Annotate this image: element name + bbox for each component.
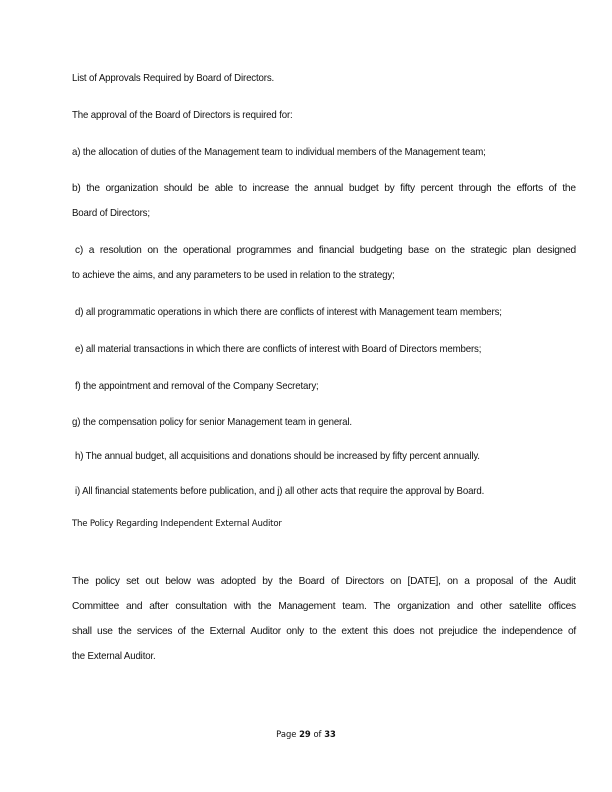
- word: should: [163, 183, 193, 194]
- list-item-b-line-1: [72, 182, 576, 195]
- list-item-h: h) The annual budget, all acquisitions and donations should be increased by fifty percent annually.: [75, 451, 480, 462]
- word: on: [447, 576, 458, 587]
- word: consultation: [175, 601, 227, 612]
- word: Directors: [345, 576, 384, 587]
- word: strategic: [470, 245, 507, 256]
- word: offices: [548, 601, 576, 612]
- word: the: [257, 601, 272, 612]
- word: increase: [252, 183, 290, 194]
- page-footer: [0, 729, 612, 739]
- word: base: [407, 245, 430, 256]
- word: [DATE],: [407, 576, 441, 587]
- word: Management: [278, 601, 336, 612]
- word: the: [118, 626, 132, 637]
- of-label: of: [313, 729, 322, 739]
- word: use: [97, 626, 113, 637]
- page-label: Page: [276, 729, 297, 739]
- word: prejudice: [438, 626, 478, 637]
- word: the: [322, 626, 337, 637]
- word: budgeting: [359, 245, 403, 256]
- word: independence: [501, 626, 563, 637]
- word: a: [88, 245, 95, 256]
- word: out: [145, 576, 159, 587]
- list-item-f: f) the appointment and removal of the Company Secretary;: [75, 381, 319, 392]
- word: able: [214, 183, 233, 194]
- word: of: [177, 626, 186, 637]
- word: Auditor: [250, 626, 281, 637]
- word: does: [393, 626, 415, 637]
- word: annual: [313, 183, 344, 194]
- word: and: [126, 601, 143, 612]
- word: on: [390, 576, 402, 587]
- word: below: [165, 576, 191, 587]
- word: a: [464, 576, 470, 587]
- word: this: [373, 626, 388, 637]
- word: to: [238, 183, 247, 194]
- word: the: [562, 183, 576, 194]
- word: only: [286, 626, 304, 637]
- total-pages-number: 33: [324, 729, 336, 739]
- word: through: [458, 183, 492, 194]
- word: other: [480, 601, 503, 612]
- word: shall: [72, 626, 92, 637]
- list-item-e: e) all material transactions in which there are conflicts of interest with Board of Directors members;: [75, 344, 482, 355]
- word: of: [548, 183, 557, 194]
- word: plan: [512, 245, 531, 256]
- word: of: [568, 626, 576, 637]
- word: by: [384, 183, 395, 194]
- word: Audit: [553, 576, 576, 587]
- word: be: [198, 183, 209, 194]
- word: designed: [536, 245, 576, 256]
- word: Board: [298, 576, 325, 587]
- list-item-a: a) the allocation of duties of the Management team to individual members of the Management team;: [72, 147, 486, 158]
- current-page-number: 29: [299, 729, 311, 739]
- word: team.: [342, 601, 367, 612]
- word: the: [451, 245, 465, 256]
- word: programmes: [236, 245, 292, 256]
- word: resolution: [99, 245, 142, 256]
- word: and: [456, 601, 474, 612]
- word: financial: [318, 245, 354, 256]
- list-item-g: g) the compensation policy for senior Management team in general.: [72, 417, 352, 428]
- word: to: [309, 626, 318, 637]
- word: fifty: [400, 183, 415, 194]
- policy-subheading: The Policy Regarding Independent External Auditor: [72, 519, 282, 529]
- policy-paragraph-line-2: [72, 600, 576, 613]
- word: the: [190, 626, 205, 637]
- word: on: [147, 245, 159, 256]
- list-item-d: d) all programmatic operations in which there are conflicts of interest with Management team members;: [75, 307, 502, 318]
- word: Committee: [72, 601, 120, 612]
- word: policy: [95, 576, 120, 587]
- word: the: [294, 183, 309, 194]
- word: and: [296, 245, 314, 256]
- intro-text: The approval of the Board of Directors is required for:: [72, 110, 293, 121]
- word: of: [330, 576, 339, 587]
- word: the: [533, 576, 548, 587]
- word: the: [86, 183, 100, 194]
- word: of: [519, 576, 528, 587]
- policy-paragraph-line-1: [72, 575, 576, 588]
- word: the: [482, 626, 497, 637]
- word: organization: [105, 183, 159, 194]
- word: set: [126, 576, 139, 587]
- word: c): [75, 245, 83, 256]
- section-title: List of Approvals Required by Board of Directors.: [72, 73, 275, 84]
- word: satellite: [509, 601, 542, 612]
- word: The: [72, 576, 89, 587]
- word: after: [149, 601, 169, 612]
- word: External: [209, 626, 246, 637]
- word: operational: [183, 245, 231, 256]
- word: not: [419, 626, 434, 637]
- word: percent: [420, 183, 453, 194]
- policy-paragraph-line-4: the External Auditor.: [72, 651, 156, 662]
- word: the: [278, 576, 293, 587]
- word: with: [233, 601, 251, 612]
- word: the: [497, 183, 511, 194]
- word: adopted: [220, 576, 256, 587]
- word: organization: [397, 601, 450, 612]
- word: b): [72, 183, 81, 194]
- word: services: [136, 626, 173, 637]
- word: budget: [348, 183, 379, 194]
- word: The: [373, 601, 391, 612]
- policy-paragraph-line-3: [72, 625, 576, 638]
- word: the: [163, 245, 178, 256]
- word: proposal: [476, 576, 514, 587]
- word: by: [262, 576, 273, 587]
- list-item-i: i) All financial statements before publication, and j) all other acts that require the approval by Board.: [75, 486, 485, 497]
- list-item-b-line-2: Board of Directors;: [72, 208, 150, 219]
- word: extent: [341, 626, 368, 637]
- word: was: [196, 576, 215, 587]
- word: on: [434, 245, 446, 256]
- list-item-c-line-1: [75, 244, 576, 257]
- word: efforts: [516, 183, 543, 194]
- list-item-c-line-2: to achieve the aims, and any parameters to be used in relation to the strategy;: [72, 270, 395, 281]
